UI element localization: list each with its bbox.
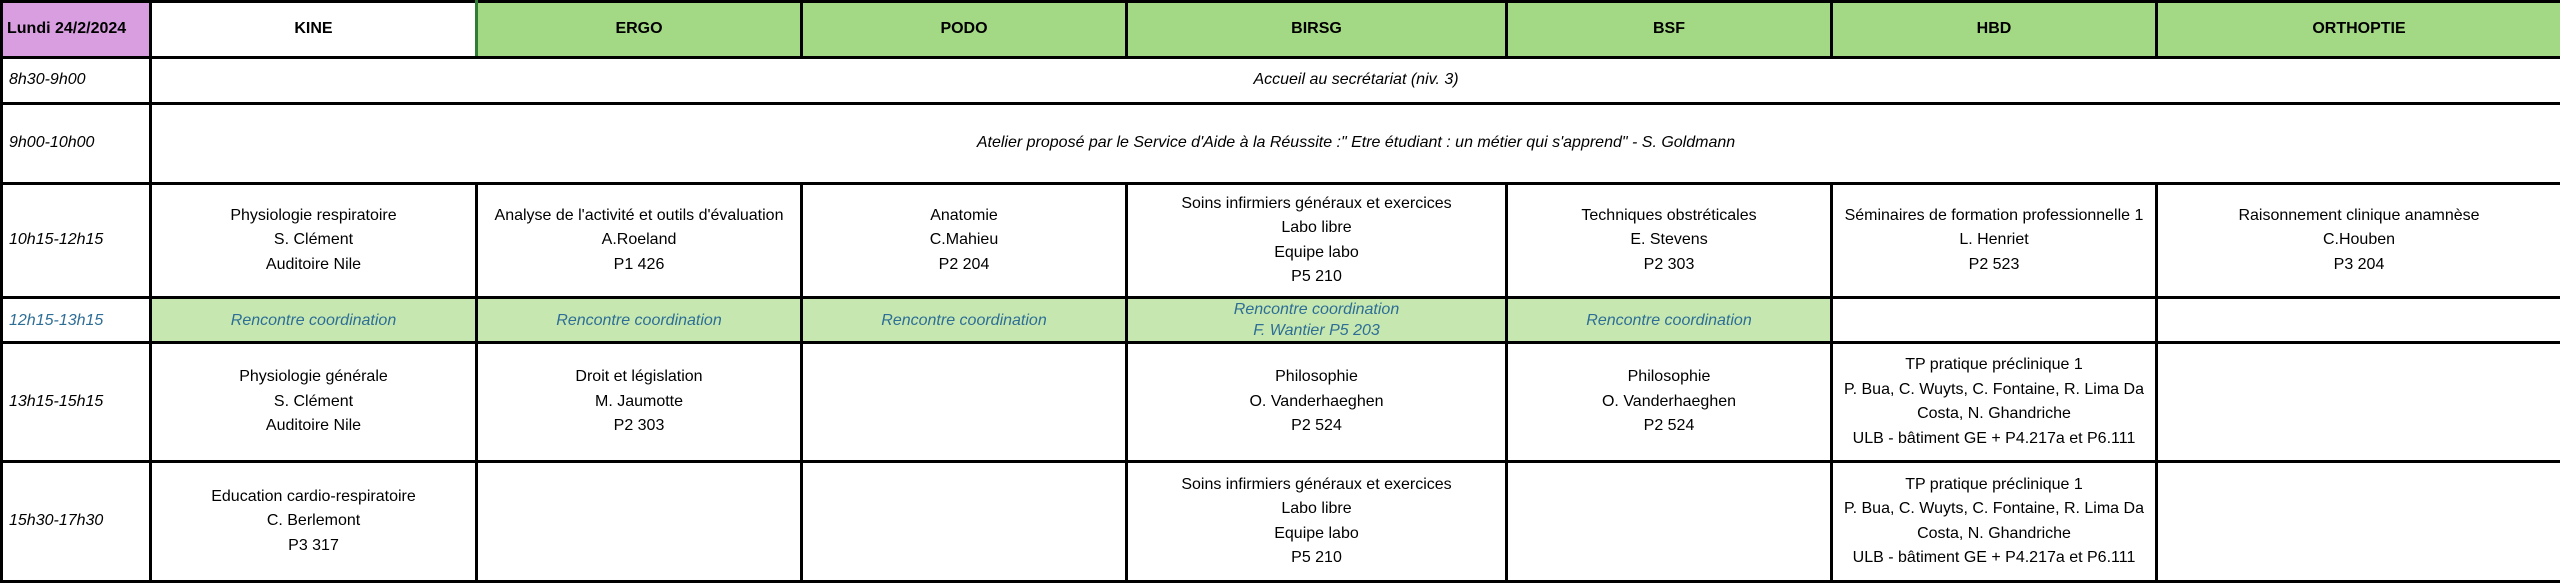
course-teacher: A.Roeland <box>482 228 796 253</box>
course-teacher: S. Clément <box>156 390 471 415</box>
coordination-label: Rencontre coordination <box>1132 299 1501 320</box>
course-room: P5 210 <box>1132 265 1501 290</box>
course-title: Philosophie <box>1512 365 1826 390</box>
cell-bsf[interactable]: Rencontre coordination <box>1507 298 1832 343</box>
course-teachers-cont: Costa, N. Ghandriche <box>1837 402 2151 427</box>
course-teacher: S. Clément <box>156 228 471 253</box>
course-detail: Labo libre <box>1132 216 1501 241</box>
course-room: ULB - bâtiment GE + P4.217a et P6.111 <box>1837 546 2151 571</box>
time-cell[interactable]: 9h00-10h00 <box>2 104 151 184</box>
cell-podo[interactable] <box>802 184 1127 298</box>
column-header-orthoptie[interactable]: ORTHOPTIE <box>2157 2 2560 58</box>
course-title: Physiologie respiratoire <box>156 204 471 229</box>
cell-birsg[interactable] <box>1127 298 1507 343</box>
cell-orthoptie[interactable] <box>2157 343 2560 462</box>
course-teacher: Equipe labo <box>1132 522 1501 547</box>
cell-podo[interactable]: Rencontre coordination <box>802 298 1127 343</box>
cell-hbd[interactable] <box>1832 184 2157 298</box>
course-teachers: P. Bua, C. Wuyts, C. Fontaine, R. Lima Da <box>1837 378 2151 403</box>
cell-hbd[interactable] <box>1832 462 2157 582</box>
cell-kine[interactable] <box>151 343 477 462</box>
course-room: Auditoire Nile <box>156 253 471 278</box>
course-room: P1 426 <box>482 253 796 278</box>
cell-hbd[interactable] <box>1832 298 2157 343</box>
course-room: P5 210 <box>1132 546 1501 571</box>
cell-ergo[interactable] <box>477 462 802 582</box>
course-title: Anatomie <box>807 204 1121 229</box>
course-teacher: L. Henriet <box>1837 228 2151 253</box>
date-header[interactable]: Lundi 24/2/2024 <box>2 2 151 58</box>
course-room: P3 204 <box>2162 253 2556 278</box>
course-teacher: O. Vanderhaeghen <box>1512 390 1826 415</box>
row-12h15 <box>2 298 2560 343</box>
cell-hbd[interactable] <box>1832 343 2157 462</box>
cell-ergo[interactable]: Rencontre coordination <box>477 298 802 343</box>
banner-atelier[interactable]: Atelier proposé par le Service d'Aide à la Réussite :" Etre étudiant : un métier qui s'apprend" - S. Goldmann <box>151 104 2560 184</box>
course-title: Droit et législation <box>482 365 796 390</box>
column-header-birsg[interactable]: BIRSG <box>1127 2 1507 58</box>
course-title: TP pratique préclinique 1 <box>1837 473 2151 498</box>
course-teacher: E. Stevens <box>1512 228 1826 253</box>
course-room: P2 303 <box>1512 253 1826 278</box>
course-teacher: C.Houben <box>2162 228 2556 253</box>
cell-birsg[interactable] <box>1127 462 1507 582</box>
course-room: P2 524 <box>1512 414 1826 439</box>
cell-bsf[interactable] <box>1507 343 1832 462</box>
cell-orthoptie[interactable] <box>2157 184 2560 298</box>
cell-bsf[interactable] <box>1507 462 1832 582</box>
cell-podo[interactable] <box>802 462 1127 582</box>
course-title: Séminaires de formation professionnelle 1 <box>1837 204 2151 229</box>
course-title: Analyse de l'activité et outils d'évaluation <box>482 204 796 229</box>
cell-kine[interactable]: Rencontre coordination <box>151 298 477 343</box>
course-detail: Labo libre <box>1132 497 1501 522</box>
cell-ergo[interactable] <box>477 184 802 298</box>
cell-kine[interactable] <box>151 184 477 298</box>
course-teacher: C.Mahieu <box>807 228 1121 253</box>
course-room: P2 523 <box>1837 253 2151 278</box>
course-title: Raisonnement clinique anamnèse <box>2162 204 2556 229</box>
course-room: P2 303 <box>482 414 796 439</box>
row-10h15 <box>2 184 2560 298</box>
course-teacher: M. Jaumotte <box>482 390 796 415</box>
course-room: P2 204 <box>807 253 1121 278</box>
course-title: Philosophie <box>1132 365 1501 390</box>
course-title: Techniques obstréticales <box>1512 204 1826 229</box>
banner-accueil[interactable]: Accueil au secrétariat (niv. 3) <box>151 58 2560 104</box>
course-title: Soins infirmiers généraux et exercices <box>1132 192 1501 217</box>
cell-birsg[interactable] <box>1127 184 1507 298</box>
column-header-kine[interactable]: KINE <box>151 2 477 58</box>
row-8h30 <box>2 58 2560 104</box>
course-title: Education cardio-respiratoire <box>156 485 471 510</box>
column-header-podo[interactable]: PODO <box>802 2 1127 58</box>
course-teacher: O. Vanderhaeghen <box>1132 390 1501 415</box>
cell-birsg[interactable] <box>1127 343 1507 462</box>
cell-orthoptie[interactable] <box>2157 462 2560 582</box>
course-title: Soins infirmiers généraux et exercices <box>1132 473 1501 498</box>
time-cell[interactable]: 13h15-15h15 <box>2 343 151 462</box>
cell-kine[interactable] <box>151 462 477 582</box>
row-15h30 <box>2 462 2560 582</box>
time-cell[interactable]: 15h30-17h30 <box>2 462 151 582</box>
row-9h00 <box>2 104 2560 184</box>
column-header-ergo[interactable]: ERGO <box>477 2 802 58</box>
course-teacher: Equipe labo <box>1132 241 1501 266</box>
column-header-hbd[interactable]: HBD <box>1832 2 2157 58</box>
time-cell[interactable]: 8h30-9h00 <box>2 58 151 104</box>
course-room: P3 317 <box>156 534 471 559</box>
course-room: P2 524 <box>1132 414 1501 439</box>
header-row <box>2 2 2560 58</box>
cell-podo[interactable] <box>802 343 1127 462</box>
time-cell[interactable]: 12h15-13h15 <box>2 298 151 343</box>
cell-ergo[interactable] <box>477 343 802 462</box>
course-teachers: P. Bua, C. Wuyts, C. Fontaine, R. Lima Da <box>1837 497 2151 522</box>
course-room: Auditoire Nile <box>156 414 471 439</box>
cell-orthoptie[interactable] <box>2157 298 2560 343</box>
course-room: ULB - bâtiment GE + P4.217a et P6.111 <box>1837 427 2151 452</box>
time-cell[interactable]: 10h15-12h15 <box>2 184 151 298</box>
cell-bsf[interactable] <box>1507 184 1832 298</box>
column-header-bsf[interactable]: BSF <box>1507 2 1832 58</box>
course-title: Physiologie générale <box>156 365 471 390</box>
coordination-detail: F. Wantier P5 203 <box>1132 320 1501 341</box>
course-teacher: C. Berlemont <box>156 509 471 534</box>
row-13h15 <box>2 343 2560 462</box>
course-teachers-cont: Costa, N. Ghandriche <box>1837 522 2151 547</box>
course-title: TP pratique préclinique 1 <box>1837 353 2151 378</box>
